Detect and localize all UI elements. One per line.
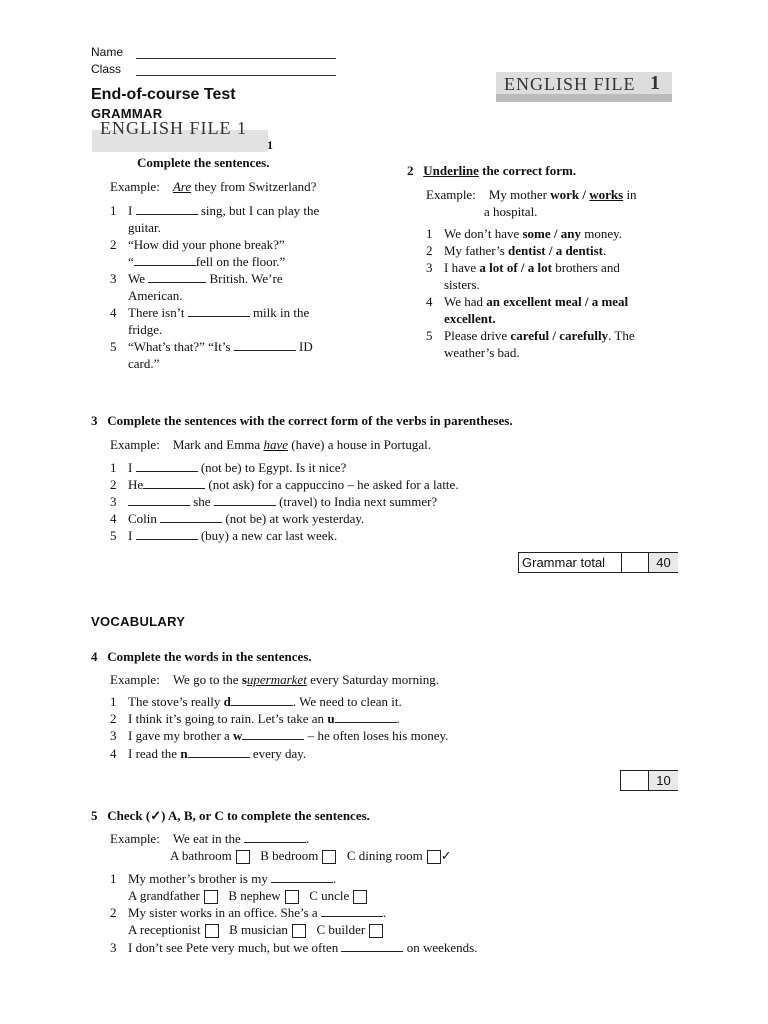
q1-item: 1 I sing, but I can play the (110, 203, 320, 218)
answer-blank[interactable] (234, 339, 296, 351)
grammar-total-label: Grammar total (522, 555, 606, 570)
q4-total-max: 10 (648, 771, 678, 790)
q2-item: 1 We don’t have some / any money. (426, 226, 623, 241)
q2-item: 5 Please drive careful / carefully. The (426, 328, 635, 343)
answer-blank[interactable] (148, 271, 206, 283)
option-checkbox[interactable] (353, 890, 367, 904)
q2-item: 4 We had an excellent meal / a meal (426, 294, 629, 309)
answer-blank[interactable] (214, 494, 276, 506)
q3-item: 3 she (travel) to India next summer? (110, 494, 438, 509)
q1-item: 5 “What’s that?” “It’s ID (110, 339, 313, 354)
q4-instruction: 4 Complete the words in the sentences. (91, 649, 312, 664)
q4-example: Example: We go to the supermarket every Saturday morning. (110, 672, 439, 687)
q5-item-options: A receptionist B musician C builder (128, 922, 387, 938)
option-checkbox[interactable] (204, 890, 218, 904)
answer-blank[interactable] (134, 254, 196, 266)
q1-item-cont: American. (128, 288, 183, 303)
answer-blank[interactable] (335, 711, 397, 723)
choice-options[interactable]: careful / carefully (510, 328, 609, 343)
q4-item: 2 I think it’s going to rain. Let’s take an u . (110, 711, 400, 726)
answer-blank[interactable] (136, 203, 198, 215)
option-checkbox[interactable] (285, 890, 299, 904)
class-field[interactable] (136, 65, 336, 76)
answer-blank[interactable] (136, 460, 198, 472)
q4-item: 4 I read the n every day. (110, 746, 307, 761)
choice-options[interactable]: dentist / a dentist (508, 243, 604, 258)
option-checkbox[interactable] (205, 924, 219, 938)
q3-item: 5 I (buy) a new car last week. (110, 528, 338, 543)
q3-item: 2 He (not ask) for a cappuccino – he asked for a latte. (110, 477, 459, 492)
grammar-total-box (518, 552, 678, 573)
q2-item-cont: sisters. (444, 277, 480, 292)
q2-item: 2 My father’s dentist / a dentist. (426, 243, 607, 258)
choice-options[interactable]: an excellent meal / a meal (486, 294, 629, 309)
class-label: Class (91, 62, 122, 76)
name-field[interactable] (136, 48, 336, 59)
q1-example: Example: Are they from Switzerland? (110, 179, 317, 194)
q4-item: 1 The stove’s really d . We need to clean it. (110, 694, 402, 709)
q1-item-cont: guitar. (128, 220, 161, 235)
choice-options[interactable]: a lot of / a lot (479, 260, 552, 275)
q3-item: 1 I (not be) to Egypt. Is it nice? (110, 460, 347, 475)
q5-item: 1 My mother’s brother is my . (110, 871, 337, 886)
answer-blank[interactable] (188, 746, 250, 758)
english-file-logo: ENGLISH FILE 1 (496, 72, 672, 102)
q1-item-cont: fridge. (128, 322, 163, 337)
q1-item-cont: “ fell on the floor.” (128, 254, 286, 269)
option-checkbox[interactable] (236, 850, 250, 864)
q2-item: 3 I have a lot of / a lot brothers and (426, 260, 620, 275)
q2-example-cont: a hospital. (484, 204, 538, 219)
q5-example-options: A bathroom B bedroom C dining room ✓ (170, 848, 452, 863)
q4-item: 3 I gave my brother a w – he often loses his money. (110, 728, 449, 743)
q2-item-cont: excellent. (444, 311, 496, 326)
section-heading-vocabulary: VOCABULARY (91, 614, 186, 629)
q5-example: Example: We eat in the . (110, 831, 310, 846)
option-checkbox[interactable] (369, 924, 383, 938)
option-checkbox[interactable] (292, 924, 306, 938)
option-checkbox[interactable] (322, 850, 336, 864)
q5-item-options: A grandfather B nephew C uncle (128, 888, 371, 904)
ghost-logo-artifact: ENGLISH FILE 1 (92, 130, 268, 152)
q1-item: 3 We British. We’re (110, 271, 283, 286)
q1-instruction: Complete the sentences. (137, 155, 270, 170)
q5-item: 2 My sister works in an office. She’s a . (110, 905, 387, 920)
grammar-total-max: 40 (648, 553, 678, 572)
q2-instruction: 2 Underline the correct form. (407, 163, 577, 178)
ghost-number: 1 (267, 138, 273, 152)
checkmark-icon: ✓ (440, 848, 452, 863)
q2-example: Example: My mother work / works in (426, 187, 637, 202)
answer-blank[interactable] (128, 494, 190, 506)
answer-blank (321, 905, 383, 917)
page-title: End-of-course Test (91, 86, 236, 103)
q4-score-field[interactable] (621, 771, 648, 790)
answer-blank[interactable] (143, 477, 205, 489)
answer-blank[interactable] (242, 728, 304, 740)
q1-item-cont: card.” (128, 356, 160, 371)
answer-blank[interactable] (188, 305, 250, 317)
answer-blank[interactable] (160, 511, 222, 523)
q5-instruction: 5 Check (✓) A, B, or C to complete the sentences. (91, 808, 370, 823)
name-label: Name (91, 45, 124, 59)
section-heading-grammar: GRAMMAR (91, 106, 163, 121)
q2-item-cont: weather’s bad. (444, 345, 520, 360)
q3-instruction: 3 Complete the sentences with the correct form of the verbs in parentheses. (91, 413, 513, 428)
q4-total-box (620, 770, 678, 791)
option-checkbox-checked[interactable] (427, 850, 441, 864)
q1-item: 2 “How did your phone break?” (110, 237, 285, 252)
answer-blank (271, 871, 333, 883)
q1-item: 4 There isn’t milk in the (110, 305, 310, 320)
choice-options[interactable]: some / any (522, 226, 581, 241)
q3-item: 4 Colin (not be) at work yesterday. (110, 511, 365, 526)
answer-blank (341, 940, 403, 952)
grammar-score-field[interactable] (621, 553, 649, 572)
answer-blank[interactable] (136, 528, 198, 540)
answer-blank (244, 831, 306, 843)
q5-item: 3 I don’t see Pete very much, but we often on weekends. (110, 940, 478, 955)
q3-example: Example: Mark and Emma have (have) a house in Portugal. (110, 437, 431, 452)
answer-blank[interactable] (231, 694, 293, 706)
